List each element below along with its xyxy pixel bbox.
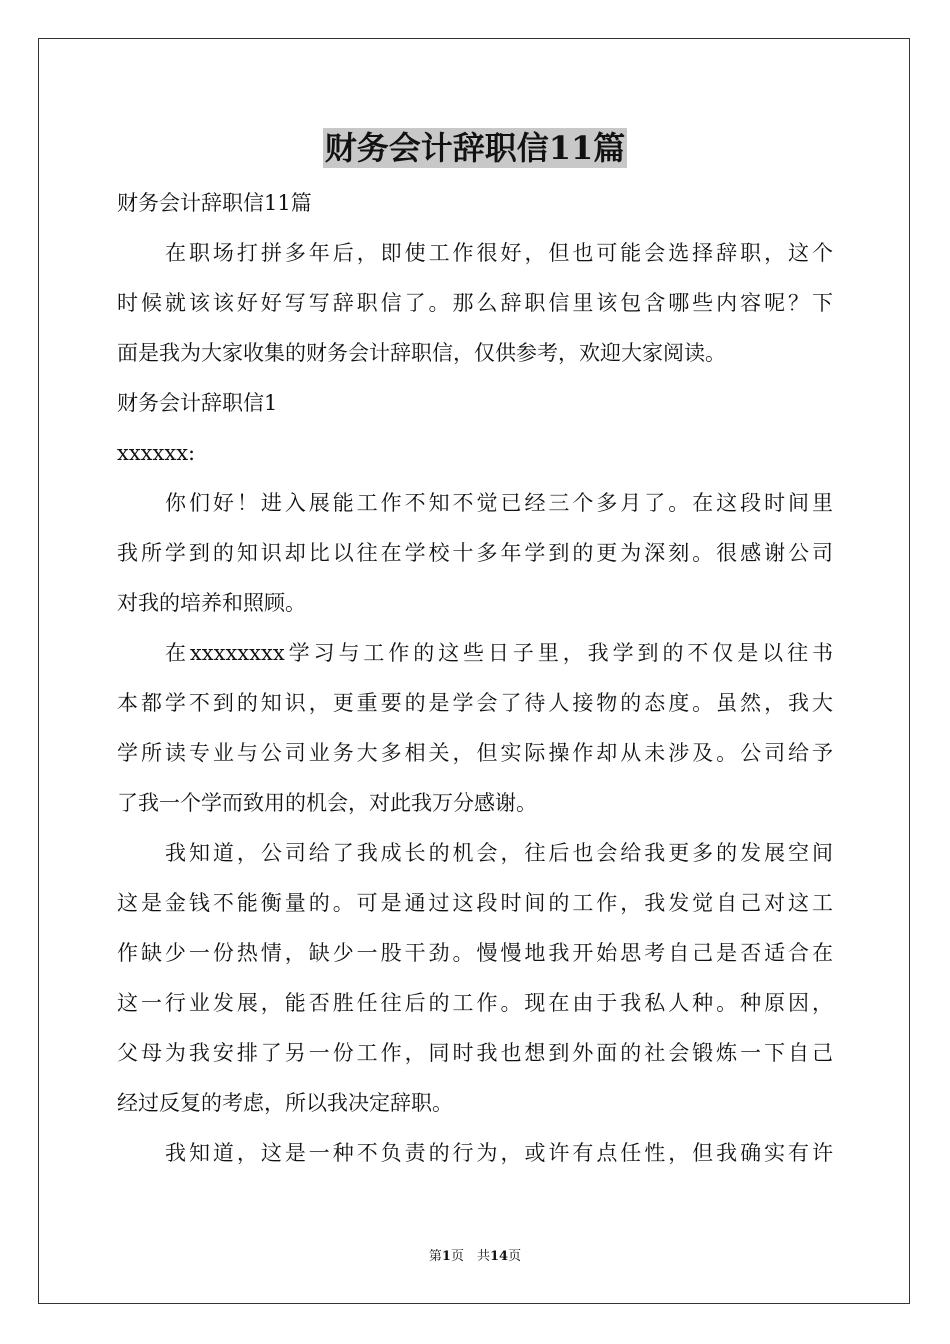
text-line: 我所学到的知识却比以往在学校十多年学到的更为深刻。很感谢公司 <box>117 541 833 565</box>
footer-page-number: 1 <box>441 1249 451 1264</box>
text-line: 在职场打拼多年后，即使工作很好，但也可能会选择辞职，这个 <box>165 241 833 265</box>
text-line: 作缺少一份热情，缺少一股干劲。慢慢地我开始思考自己是否适合在 <box>117 941 833 965</box>
text-line: 我知道，这是一种不负责的行为，或许有点任性，但我确实有许 <box>165 1141 833 1165</box>
footer-total-pages: 14 <box>489 1249 509 1264</box>
text-line: 对我的培养和照顾。 <box>117 591 306 615</box>
text-line: 在xxxxxxxx学习与工作的这些日子里，我学到的不仅是以往书 <box>165 641 833 665</box>
footer-suffix: 页 <box>508 1249 522 1264</box>
text-line: 本都学不到的知识，更重要的是学会了待人接物的态度。虽然，我大 <box>117 691 833 715</box>
text-line: 这一行业发展，能否胜任往后的工作。现在由于我私人种。种原因， <box>117 991 833 1015</box>
text-line: 财务会计辞职信11篇 <box>117 191 312 215</box>
document-title: 财务会计辞职信11篇 <box>324 129 626 167</box>
text-line: 学所读专业与公司业务大多相关，但实际操作却从未涉及。公司给予 <box>117 741 833 765</box>
footer-mid: 页 共 <box>450 1249 490 1264</box>
text-line: 时候就该该好好写写辞职信了。那么辞职信里该包含哪些内容呢？下 <box>117 291 833 315</box>
text-line: 父母为我安排了另一份工作，同时我也想到外面的社会锻炼一下自己 <box>117 1041 833 1065</box>
text-line: 我知道，公司给了我成长的机会，往后也会给我更多的发展空间 <box>165 841 833 865</box>
text-line: 面是我为大家收集的财务会计辞职信，仅供参考，欢迎大家阅读。 <box>117 341 726 365</box>
text-line: 了我一个学而致用的机会，对此我万分感谢。 <box>117 791 537 815</box>
page-footer <box>0 1248 950 1266</box>
document-body <box>117 178 833 1178</box>
title-wrap <box>0 128 950 168</box>
text-line: 你们好！进入展能工作不知不觉已经三个多月了。在这段时间里 <box>165 491 833 515</box>
text-line: 这是金钱不能衡量的。可是通过这段时间的工作，我发觉自己对这工 <box>117 891 833 915</box>
text-line: 经过反复的考虑，所以我决定辞职。 <box>117 1091 453 1115</box>
text-line: 财务会计辞职信1 <box>117 391 278 415</box>
text-line: xxxxxx: <box>117 441 196 465</box>
footer-prefix: 第 <box>428 1249 442 1264</box>
